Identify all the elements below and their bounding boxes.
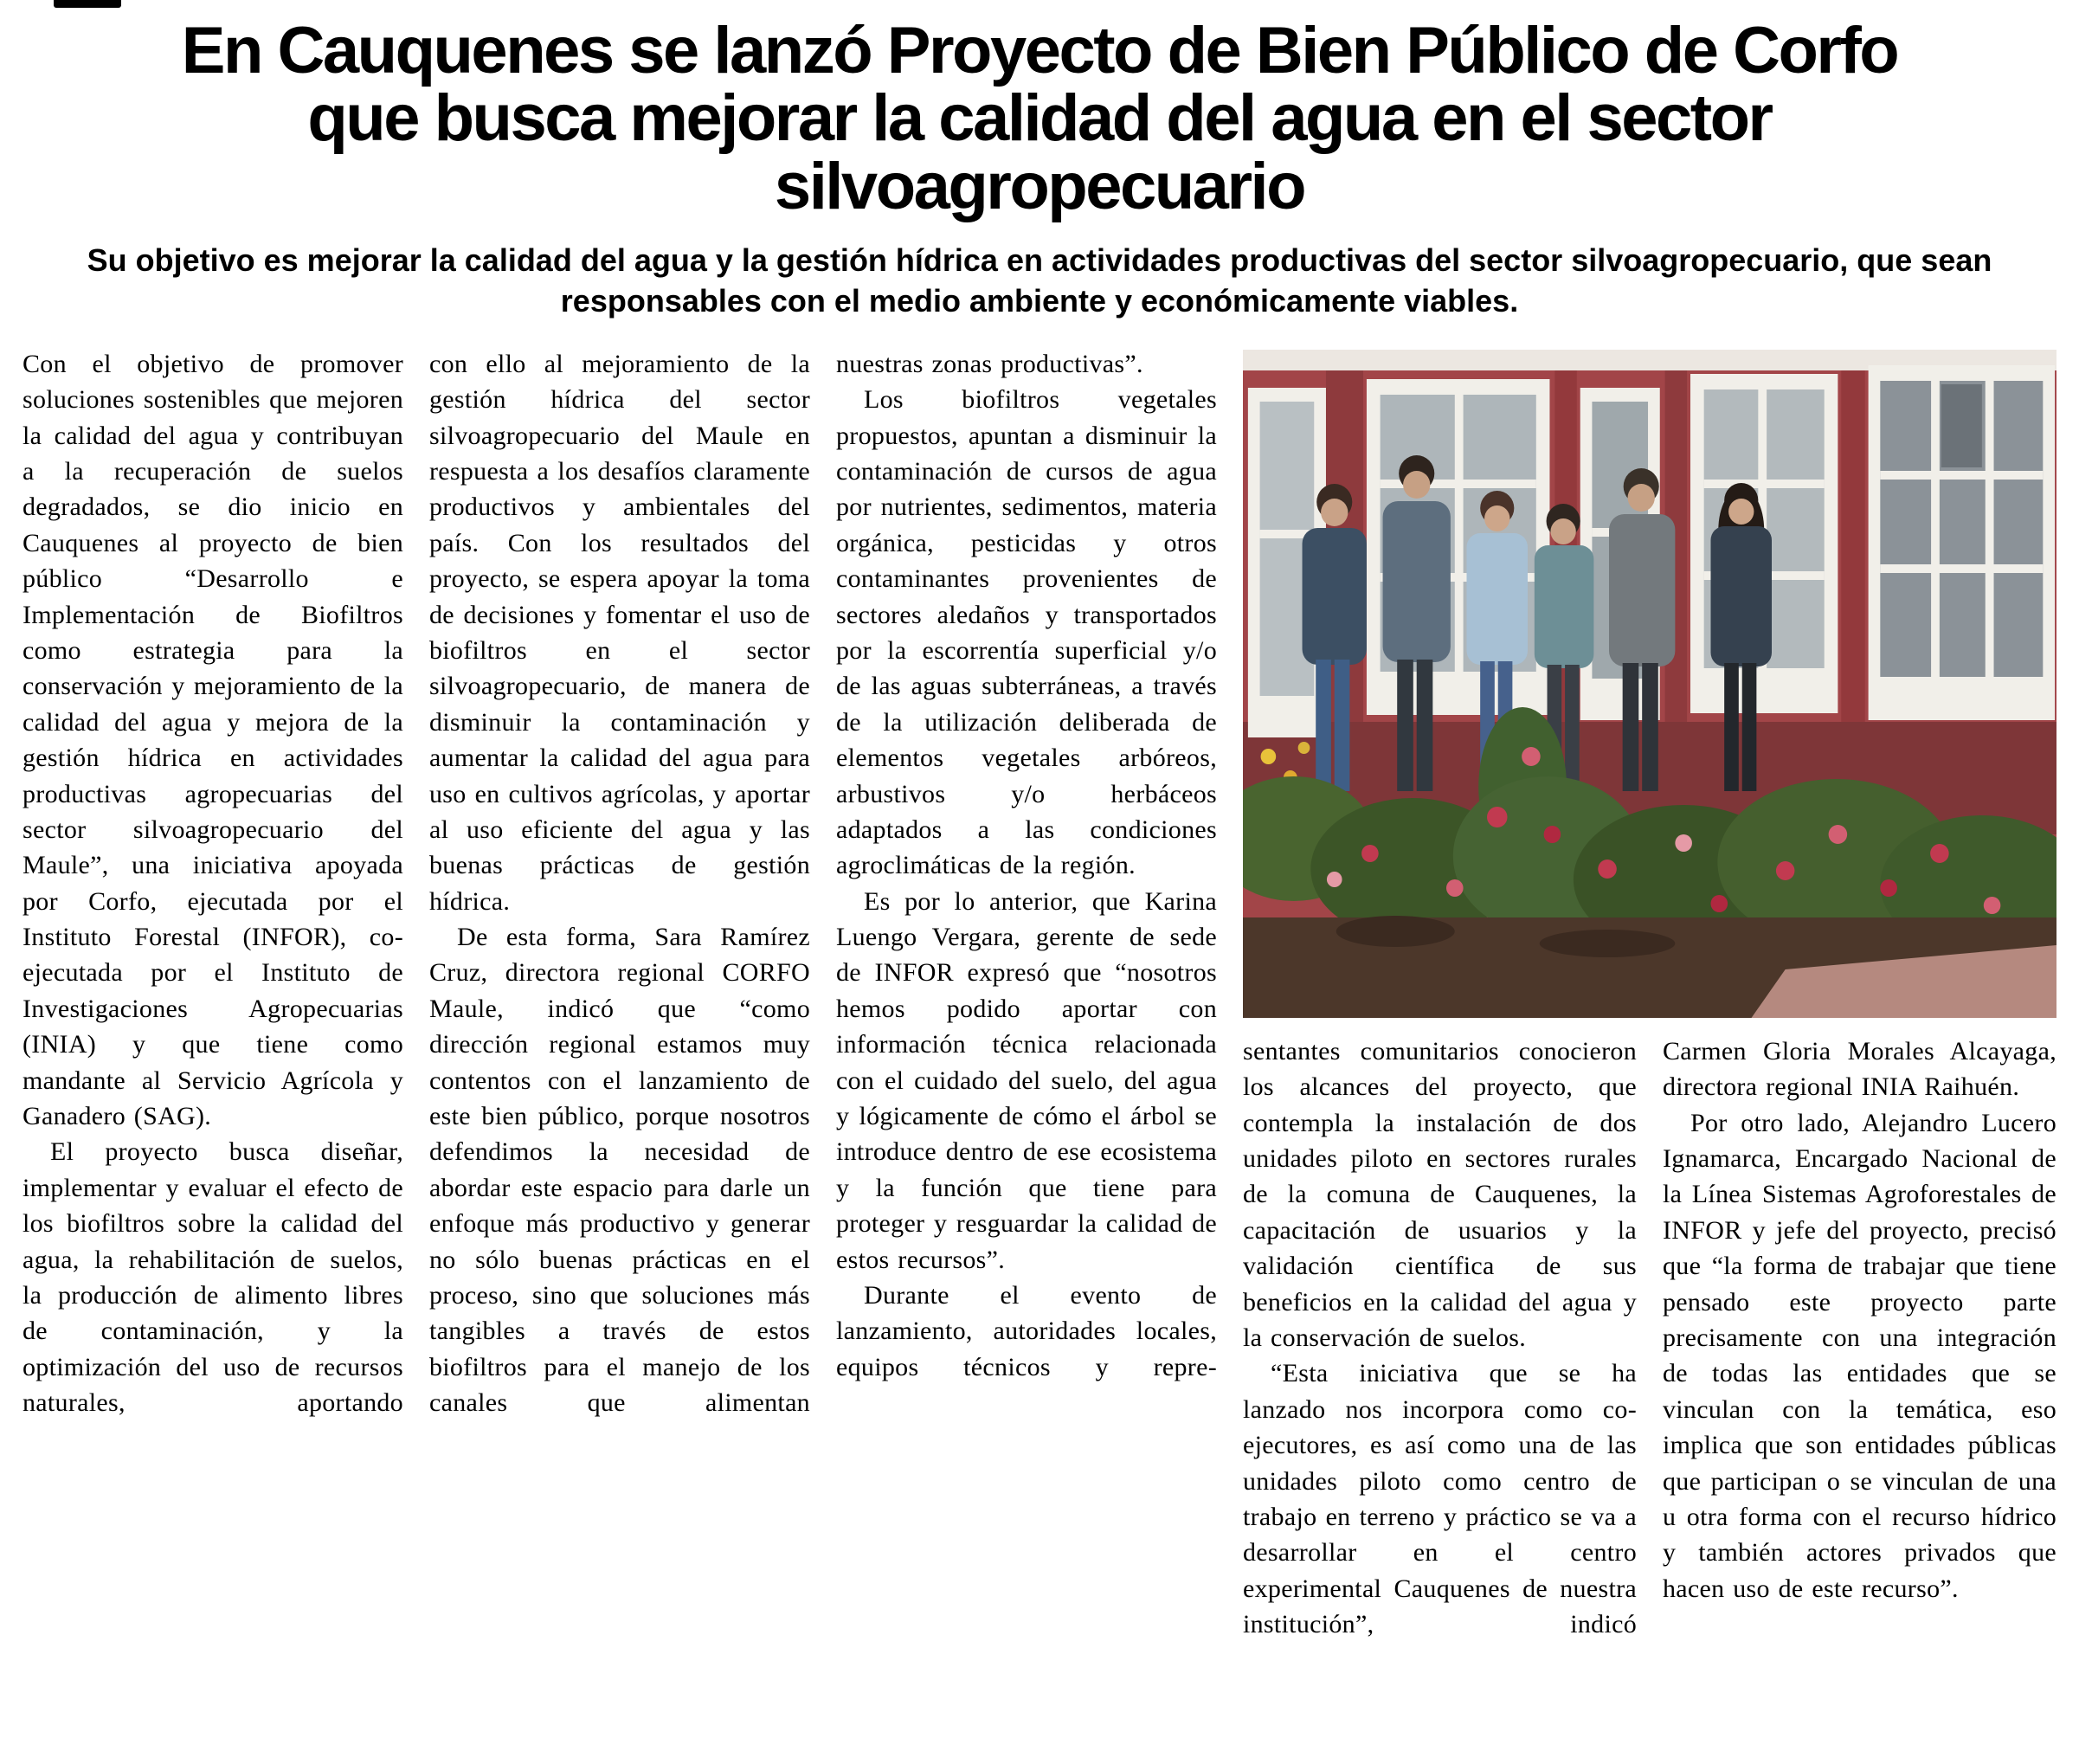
paragraph: Carmen Gloria Morales Alcayaga, directora regional INIA Raihuén. [1663,1036,2056,1102]
headline-line-3: silvoagropecuario [774,149,1305,223]
paragraph: sentantes comunitarios conocieron los alcances del proyecto, que contempla la instalación de dos unidades piloto en sectores rurales de la comuna de Cauquenes, la capacitación de usuarios y la validación científica de sus beneficios en la calidad del agua y la conservación de suelos. [1243,1036,1637,1352]
article-body [23,346,2056,1643]
text-column-2 [429,346,810,1421]
headline-line-1: En Cauquenes se lanzó Proyecto de Bien Público de Corfo [181,14,1898,87]
paragraph: Con el objetivo de promover soluciones sostenibles que mejoren la calidad del agua y contribuyan a la recuperación de suelos degradados, se dio inicio en Cauquenes al proyecto de bien público “Desarrollo e Implementación de Biofiltros como estrategia para la conservación y mejoramiento de la calidad del agua y mejora de la gestión hídrica en actividades productivas agropecuarias del sector silvoagropecuario del Maule”, una iniciativa apoyada por Corfo, ejecutada por el Instituto Forestal (INFOR), co-ejecutada por el Instituto de Investigaciones Agropecuarias (INIA) y que tiene como mandante al Servicio Agrícola y Ganadero (SAG). [23,349,403,1131]
photo-illustration [1243,350,2056,1018]
photo-and-columns-block [1243,346,2056,1643]
paragraph: “Esta iniciativa que se ha lanzado nos incorpora como co-ejecutores, es así como una de las unidades piloto como centro de trabajo en terreno y práctico se va a desarrollar en el centro experimental Cauquenes de nuestra institución”, indicó [1243,1359,1637,1639]
paragraph: Durante el evento de lanzamiento, autoridades locales, equipos técnicos y repre- [836,1280,1217,1381]
paragraph: Es por lo anterior, que Karina Luengo Vergara, gerente de sede de INFOR expresó que “nosotros hemos podido aportar con información técnica relacionada con el cuidado del suelo, del agua y lógicamente de cómo el árbol se introduce dentro de ese ecosistema y la función que tiene para proteger y resguardar la calidad de estos recursos”. [836,886,1217,1274]
headline [23,14,2056,223]
paragraph: El proyecto busca diseñar, implementar y evaluar el efecto de los biofiltros sobre la calidad del agua, la rehabilitación de suelos, la producción de alimento libres de contaminación, y la optimización del uso de recursos naturales, aportando [23,1137,403,1418]
cropped-print-artifact [54,0,121,8]
paragraph: Los biofiltros vegetales propuestos, apuntan a disminuir la contaminación de cursos de agua por nutrientes, sedimentos, materia orgánica, pesticidas y otros contaminantes provenientes de sectores aledaños y transportados por la escorrentía superficial y/o de las aguas subterráneas, a través de la utilización deliberada de elementos vegetales arbóreos, arbustivos y/o herbáceos adaptados a las condiciones agroclimáticas de la región. [836,385,1217,880]
paragraph: De esta forma, Sara Ramírez Cruz, directora regional CORFO Maule, indicó que “como dirección regional estamos muy contentos con el lanzamiento de este bien público, porque nosotros defendimos la necesidad de abordar este espacio para darle un enfoque más productivo y generar no sólo buenas prácticas en el proceso, sino que soluciones más tangibles a través de estos biofiltros para el manejo de los canales que alimentan [429,923,810,1418]
paragraph: Por otro lado, Alejandro Lucero Ignamarca, Encargado Nacional de la Línea Sistemas Agroforestales de INFOR y jefe del proyecto, precisó que “la forma de trabajar que tiene pensado este proyecto parte precisamente con una integración de todas las entidades que se vinculan con la temática, eso implica que son entidades públicas que participan o se vinculan de una u otra forma con el recurso hídrico y también actores privados que hacen uso de este recurso”. [1663,1108,2056,1603]
text-column-1 [23,346,403,1421]
text-column-5 [1663,1033,2056,1643]
text-column-4 [1243,1033,1637,1643]
standfirst: Su objetivo es mejorar la calidad del agua y la gestión hídrica en actividades productivas del sector silvoagropecuario, que sean responsables con el medio ambiente y económicamente viables. [87,241,1992,319]
paragraph: nuestras zonas productivas”. [836,349,1143,378]
headline-line-2: que busca mejorar la calidad del agua en el sector [307,81,1772,156]
article-photo [1243,350,2056,1018]
text-column-3 [836,346,1217,1385]
columns-under-photo [1243,1033,2056,1643]
paragraph: con ello al mejoramiento de la gestión hídrica del sector silvoagropecuario del Maule en respuesta a los desafíos claramente productivos y ambientales del país. Con los resultados del proyecto, se espera apoyar la toma de decisiones y fomentar el uso de biofiltros en el sector silvoagropecuario, de manera de disminuir la contaminación y aumentar la calidad del agua para uso en cultivos agrícolas, y aportar al uso eficiente del agua y las buenas prácticas de gestión hídrica. [429,349,810,916]
